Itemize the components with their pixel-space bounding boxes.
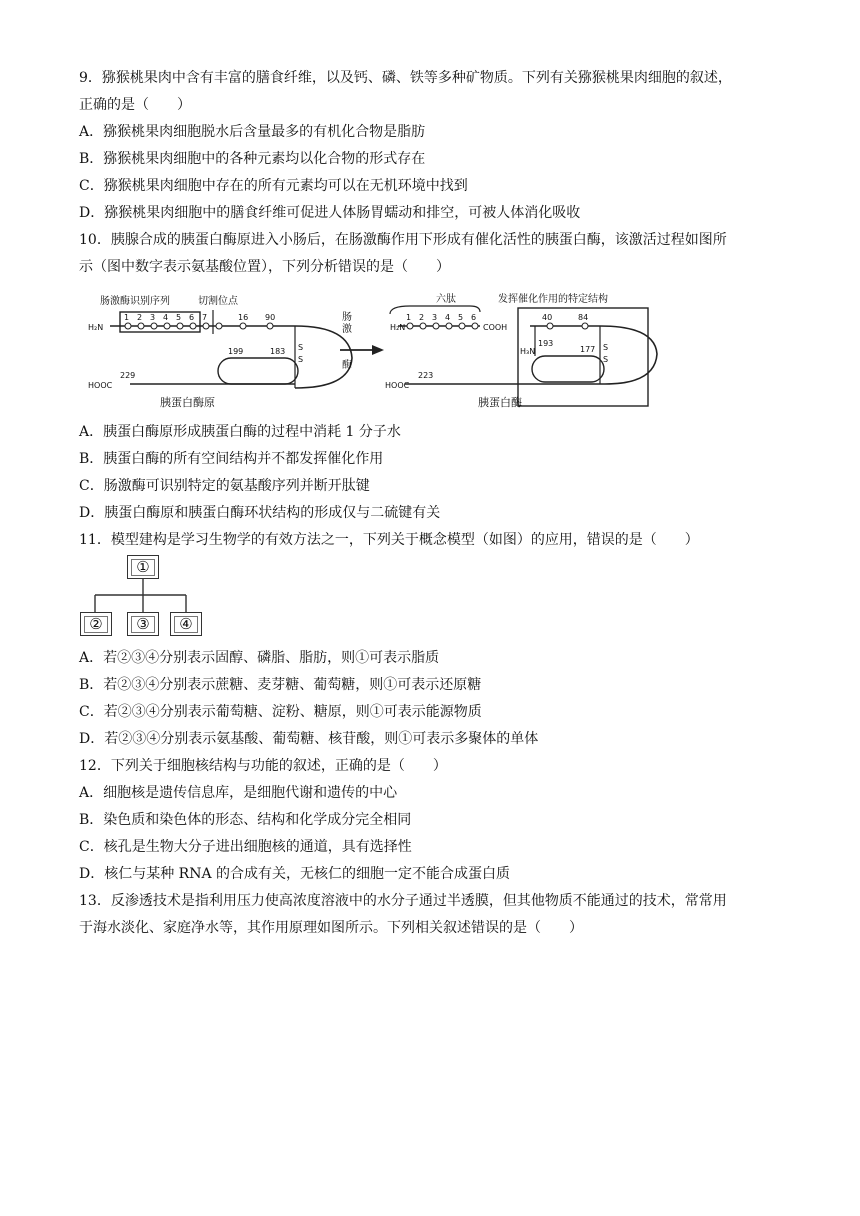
svg-text:HOOC: HOOC bbox=[385, 381, 410, 390]
svg-text:177: 177 bbox=[580, 345, 596, 354]
q9-stem-line2: 正确的是（ ） bbox=[79, 97, 191, 113]
concept-box-1: ① bbox=[127, 555, 159, 579]
concept-box-2: ② bbox=[80, 612, 112, 636]
q9-option-b: B．猕猴桃果肉细胞中的各种元素均以化合物的形式存在 bbox=[79, 151, 426, 167]
q10-option-b: B．胰蛋白酶的所有空间结构并不都发挥催化作用 bbox=[79, 451, 384, 467]
svg-text:183: 183 bbox=[270, 347, 286, 356]
q10-option-d: D．胰蛋白酶原和胰蛋白酶环状结构的形成仅与二硫键有关 bbox=[79, 505, 441, 521]
label-cut-site: 切割位点 bbox=[198, 296, 238, 307]
q11-option-b: B．若②③④分别表示蔗糖、麦芽糖、葡萄糖，则①可表示还原糖 bbox=[79, 677, 482, 693]
concept-box-3: ③ bbox=[127, 612, 159, 636]
q13-stem-line1: 13．反渗透技术是指利用压力使高浓度溶液中的水分子通过半透膜，但其他物质不能通过的技术，常常用 bbox=[79, 893, 727, 909]
svg-text:16: 16 bbox=[238, 313, 249, 322]
svg-text:199: 199 bbox=[228, 347, 244, 356]
svg-text:229: 229 bbox=[120, 371, 136, 380]
q12-option-c: C．核孔是生物大分子进出细胞核的通道，具有选择性 bbox=[79, 839, 412, 855]
svg-text:3: 3 bbox=[150, 313, 156, 322]
label-h2n-left: H₂N bbox=[88, 323, 104, 332]
svg-text:6: 6 bbox=[189, 313, 195, 322]
caption-trypsin: 胰蛋白酶 bbox=[478, 396, 522, 409]
svg-text:6: 6 bbox=[471, 313, 477, 322]
q10-option-a: A．胰蛋白酶原形成胰蛋白酶的过程中消耗 1 分子水 bbox=[79, 424, 401, 440]
svg-text:3: 3 bbox=[432, 313, 438, 322]
svg-text:S: S bbox=[298, 343, 304, 352]
q11-option-c: C．若②③④分别表示葡萄糖、淀粉、糖原，则①可表示能源物质 bbox=[79, 704, 482, 720]
q13-stem-line2: 于海水淡化、家庭净水等，其作用原理如图所示。下列相关叙述错误的是（ ） bbox=[79, 920, 583, 936]
svg-text:COOH: COOH bbox=[483, 323, 508, 332]
recognition-sequence-box bbox=[120, 312, 200, 332]
svg-text:84: 84 bbox=[578, 313, 589, 322]
svg-text:4: 4 bbox=[445, 313, 451, 322]
svg-text:90: 90 bbox=[265, 313, 276, 322]
svg-text:激: 激 bbox=[342, 324, 352, 335]
svg-text:2: 2 bbox=[137, 313, 143, 322]
svg-text:S: S bbox=[603, 343, 609, 352]
q10-option-c: C．肠激酶可识别特定的氨基酸序列并断开肽键 bbox=[79, 478, 370, 494]
label-hexapeptide: 六肽 bbox=[436, 294, 456, 305]
svg-text:193: 193 bbox=[538, 339, 554, 348]
q9-option-a: A．猕猴桃果肉细胞脱水后含量最多的有机化合物是脂肪 bbox=[79, 124, 426, 140]
caption-trypsinogen: 胰蛋白酶原 bbox=[160, 396, 215, 409]
svg-text:40: 40 bbox=[542, 313, 553, 322]
q11-stem: 11．模型建构是学习生物学的有效方法之一，下列关于概念模型（如图）的应用，错误的是（ ） bbox=[79, 532, 699, 548]
label-recognition-sequence: 肠激酶识别序列 bbox=[100, 296, 170, 307]
svg-text:H₂N: H₂N bbox=[390, 323, 406, 332]
q12-option-a: A．细胞核是遗传信息库，是细胞代谢和遗传的中心 bbox=[79, 785, 398, 801]
svg-text:S: S bbox=[298, 355, 304, 364]
svg-text:5: 5 bbox=[458, 313, 464, 322]
svg-text:酶: 酶 bbox=[342, 360, 352, 371]
svg-text:1: 1 bbox=[406, 313, 412, 322]
q9-option-c: C．猕猴桃果肉细胞中存在的所有元素均可以在无机环境中找到 bbox=[79, 178, 468, 194]
svg-text:肠: 肠 bbox=[342, 312, 352, 323]
q10-stem-line1: 10．胰腺合成的胰蛋白酶原进入小肠后，在肠激酶作用下形成有催化活性的胰蛋白酶，该激活过程如图所 bbox=[79, 232, 727, 248]
q11-option-a: A．若②③④分别表示固醇、磷脂、脂肪，则①可表示脂质 bbox=[79, 650, 440, 666]
concept-box-4: ④ bbox=[170, 612, 202, 636]
q9-option-d: D．猕猴桃果肉细胞中的膳食纤维可促进人体肠胃蠕动和排空，可被人体消化吸收 bbox=[79, 205, 581, 221]
label-catalytic-structure: 发挥催化作用的特定结构 bbox=[498, 294, 608, 305]
svg-text:7: 7 bbox=[202, 313, 208, 322]
trypsinogen-activation-diagram bbox=[80, 290, 660, 420]
q9-stem-line1: 9．猕猴桃果肉中含有丰富的膳食纤维，以及钙、磷、铁等多种矿物质。下列有关猕猴桃果肉细胞的叙述， bbox=[79, 70, 732, 86]
label-hooc-left: HOOC bbox=[88, 381, 113, 390]
catalytic-structure-box bbox=[518, 308, 648, 406]
svg-text:H₃N: H₃N bbox=[520, 347, 536, 356]
q11-option-d: D．若②③④分别表示氨基酸、葡萄糖、核苷酸，则①可表示多聚体的单体 bbox=[79, 731, 539, 747]
svg-text:1: 1 bbox=[124, 313, 130, 322]
svg-text:S: S bbox=[603, 355, 609, 364]
q12-option-d: D．核仁与某种 RNA 的合成有关，无核仁的细胞一定不能合成蛋白质 bbox=[79, 866, 511, 882]
svg-text:223: 223 bbox=[418, 371, 434, 380]
q12-stem: 12．下列关于细胞核结构与功能的叙述，正确的是（ ） bbox=[79, 758, 447, 774]
q10-stem-line2: 示（图中数字表示氨基酸位置），下列分析错误的是（ ） bbox=[79, 259, 450, 275]
svg-text:4: 4 bbox=[163, 313, 169, 322]
svg-text:5: 5 bbox=[176, 313, 182, 322]
q12-option-b: B．染色质和染色体的形态、结构和化学成分完全相同 bbox=[79, 812, 412, 828]
svg-text:2: 2 bbox=[419, 313, 425, 322]
